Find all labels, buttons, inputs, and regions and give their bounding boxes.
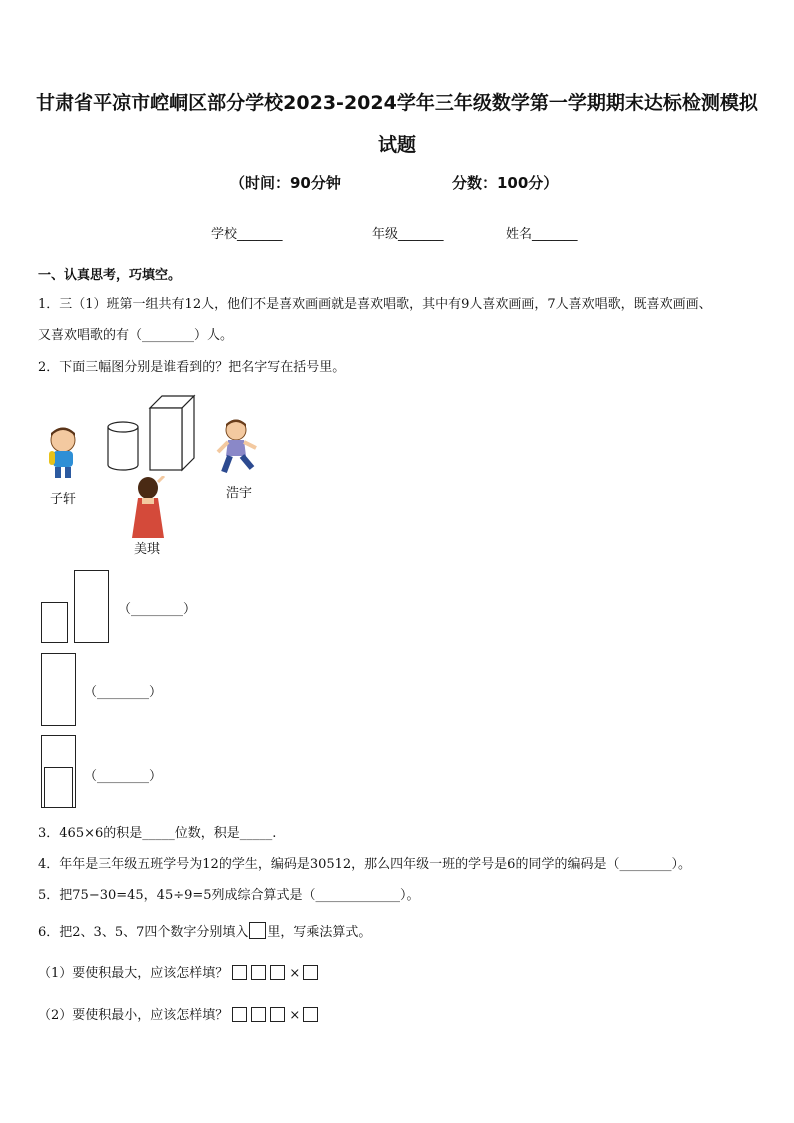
digit-box-3[interactable]	[270, 965, 285, 980]
question-6-suffix: 里，写乘法算式。	[267, 925, 372, 940]
view1-answer-blank[interactable]: （________）	[118, 602, 197, 617]
question-2: 2．下面三幅图分别是谁看到的？把名字写在括号里。	[38, 360, 346, 375]
school-field[interactable]: 学校_______	[211, 227, 283, 242]
viewing-scene-figure	[36, 390, 276, 560]
question-6	[38, 921, 371, 940]
view3-answer-blank[interactable]: （________）	[84, 769, 163, 784]
digit-box-2[interactable]	[251, 965, 266, 980]
page-title-line1: 甘肃省平凉市崆峒区部分学校2023-2024学年三年级数学第一学期期末达标检测模拟	[36, 92, 758, 114]
blank-box-icon	[249, 922, 266, 939]
cuboid-figure	[148, 394, 196, 474]
exam-score: 分数：100分）	[452, 174, 559, 192]
digit-box-1[interactable]	[232, 1007, 247, 1022]
question-1-line1: 1．三（1）班第一组共有12人，他们不是喜欢画画就是喜欢唱歌，其中有9人喜欢画画，7人喜欢唱歌，既喜欢画画、	[38, 297, 712, 312]
digit-box-4[interactable]	[303, 965, 318, 980]
boy-left-figure	[42, 424, 84, 482]
girl-bottom-figure	[128, 476, 168, 540]
digit-box-4[interactable]	[303, 1007, 318, 1022]
section-heading: 一、认真思考，巧填空。	[38, 268, 182, 283]
question-6-part2-text: （2）要使积最小，应该怎样填？	[38, 1008, 229, 1023]
person-label-right: 浩宇	[226, 486, 253, 501]
grade-field[interactable]: 年级_______	[372, 227, 444, 242]
question-1-line2: 又喜欢唱歌的有（________）人。	[38, 328, 234, 343]
view2-answer-blank[interactable]: （________）	[84, 685, 163, 700]
question-5: 5．把75−30=45，45÷9=5列成综合算式是（_____________）。	[38, 888, 420, 903]
person-label-bottom: 美琪	[134, 542, 161, 557]
page-title-line2: 试题	[377, 134, 416, 156]
view2-rect	[41, 653, 76, 726]
exam-time: （时间：90分钟	[230, 174, 341, 192]
person-label-left: 子轩	[50, 492, 77, 507]
boy-right-figure	[214, 418, 262, 478]
times-sign: ×	[289, 966, 301, 981]
question-6-part1-text: （1）要使积最大，应该怎样填？	[38, 966, 229, 981]
question-6-part1	[38, 962, 322, 981]
times-sign: ×	[289, 1008, 301, 1023]
view1-tall-rect	[74, 570, 109, 643]
question-3: 3．465×6的积是_____位数，积是_____.	[38, 826, 277, 841]
digit-box-2[interactable]	[251, 1007, 266, 1022]
cylinder-figure	[106, 420, 140, 472]
question-6-part2	[38, 1004, 322, 1023]
digit-box-1[interactable]	[232, 965, 247, 980]
view3-inner-rect	[44, 767, 73, 808]
digit-box-3[interactable]	[270, 1007, 285, 1022]
name-field[interactable]: 姓名_______	[506, 227, 578, 242]
question-4: 4．年年是三年级五班学号为12的学生，编码是30512，那么四年级一班的学号是6的同学的编码是（________）。	[38, 857, 691, 872]
view1-small-rect	[41, 602, 68, 643]
question-6-prefix: 6．把2、3、5、7四个数字分别填入	[38, 925, 249, 940]
